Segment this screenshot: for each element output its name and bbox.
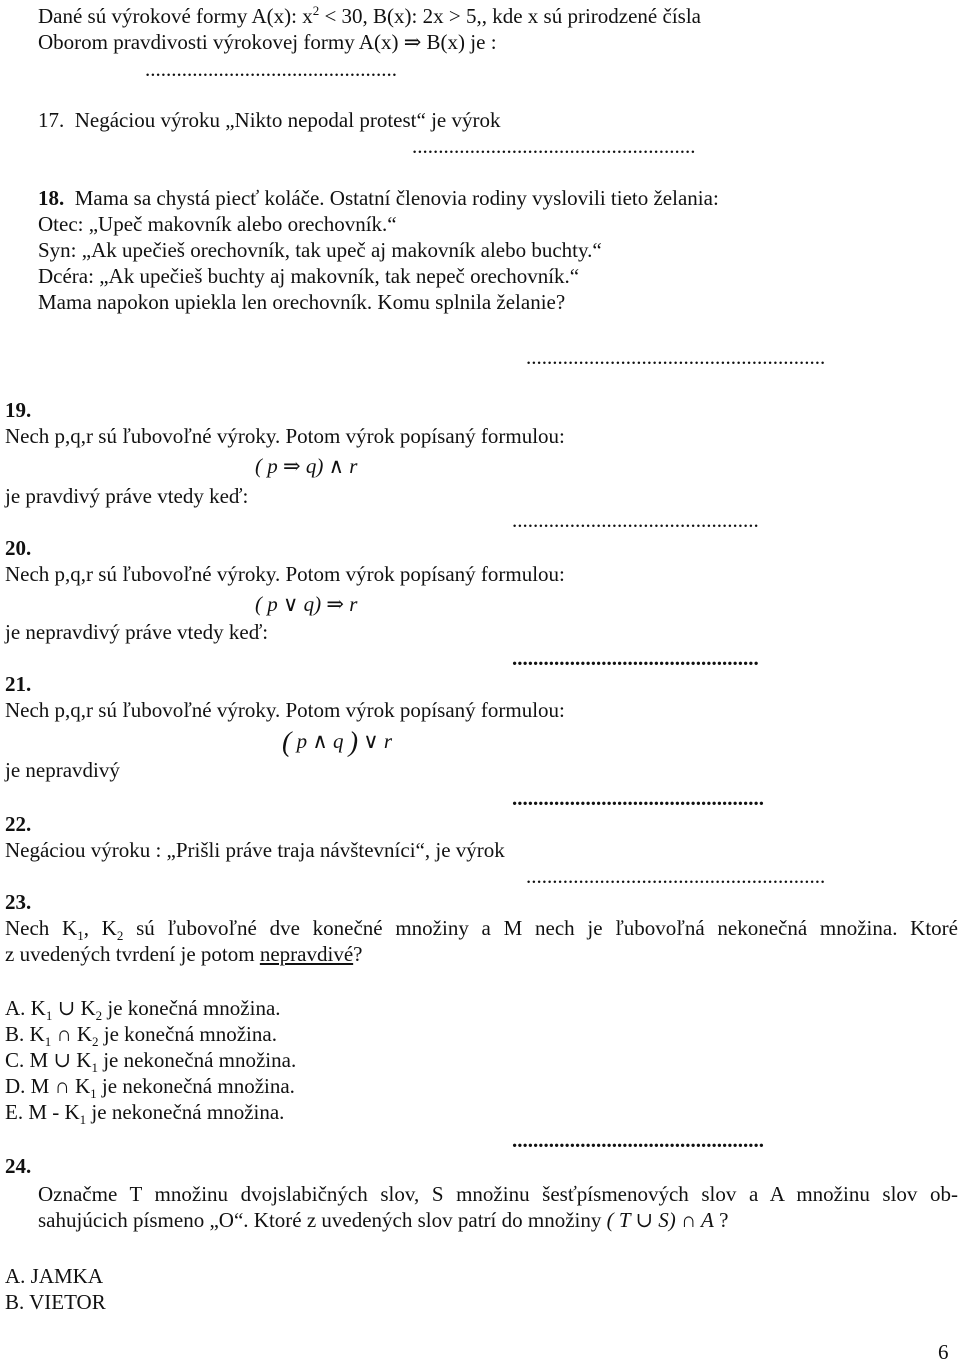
question-20-number: 20. [5, 536, 32, 560]
page-number: 6 [938, 1340, 949, 1364]
answer-dots: ............................................... [512, 646, 759, 670]
question-22-text: Negáciou výroku : „Prišli práve traja návštevníci“, je výrok [5, 838, 505, 862]
question-23-line-1: Nech $K_1$, $K_2$ sú ľubovoľné dve konečné množiny a M nech je ľubovoľná nekonečná množina. Ktoré [5, 916, 958, 944]
option-e: E. M - $K_1$ je nekonečná množina. [5, 1100, 285, 1128]
question-20-text: Nech p,q,r sú ľubovoľné výroky. Potom výrok popísaný formulou: [5, 562, 565, 586]
question-18: 18. Mama sa chystá piecť koláče. Ostatní členovia rodiny vyslovili tieto želania: [38, 186, 719, 210]
question-19-after: je pravdivý práve vtedy keď: [5, 484, 249, 508]
question-22-number: 22. [5, 812, 32, 836]
question-21-number: 21. [5, 672, 32, 696]
question-19-text: Nech p,q,r sú ľubovoľné výroky. Potom výrok popísaný formulou: [5, 424, 565, 448]
question-20-after: je nepravdivý práve vtedy keď: [5, 620, 269, 644]
question-21-formula: ( p ∧ q ) ∨ r [282, 727, 393, 758]
question-24-number: 24. [5, 1154, 32, 1178]
question-19-formula: ( p ⇒ q) ∧ r [255, 454, 358, 478]
question-21-text: Nech p,q,r sú ľubovoľné výroky. Potom výrok popísaný formulou: [5, 698, 565, 722]
question-18-line-3: Syn: „Ak upečieš orechovník, tak upeč aj makovník alebo buchty.“ [38, 238, 602, 262]
question-23-number: 23. [5, 890, 32, 914]
question-20-formula: ( p ∨ q) ⇒ r [255, 592, 358, 616]
option-b: B. VIETOR [5, 1290, 106, 1314]
intro-line-1: Dané sú výrokové formy A(x): $x^2 < 30$, B(x): 2x > 5,, kde x sú prirodzené čísla [38, 3, 701, 28]
answer-dots: ...................................................... [412, 134, 696, 158]
answer-dots: ......................................................... [526, 345, 826, 369]
answer-dots: ................................................ [145, 57, 397, 81]
question-18-line-2: Otec: „Upeč makovník alebo orechovník.“ [38, 212, 397, 236]
question-19-number: 19. [5, 398, 32, 422]
answer-dots: ................................................ [512, 1128, 764, 1152]
question-24-line-1: Označme T množinu dvojslabičných slov, S množinu šesťpísmenových slov a A množinu slov ob- [38, 1182, 958, 1206]
option-a: A. JAMKA [5, 1264, 104, 1288]
answer-dots: ............................................... [512, 508, 759, 532]
question-18-line-5: Mama napokon upiekla len orechovník. Komu splnila želanie? [38, 290, 566, 314]
question-17: 17. Negáciou výroku „Nikto nepodal protest“ je výrok [38, 108, 501, 132]
question-21-after: je nepravdivý [5, 758, 120, 782]
question-18-line-4: Dcéra: „Ak upečieš buchty aj makovník, tak nepeč orechovník.“ [38, 264, 580, 288]
question-23-line-2: z uvedených tvrdení je potom nepravdivé? [5, 942, 363, 966]
option-c: C. M ∪ $K_1$ je nekonečná množina. [5, 1048, 297, 1076]
question-24-line-2: sahujúcich písmeno „O“. Ktoré z uvedených slov patrí do množiny ( T ∪ S) ∩ A ? [38, 1208, 729, 1232]
option-a: A. $K_1$ ∪ $K_2$ je konečná množina. [5, 996, 281, 1024]
intro-line-2: Oborom pravdivosti výrokovej formy A(x) ⇒ B(x) je : [38, 30, 497, 54]
option-b: B. $K_1$ ∩ $K_2$ je konečná množina. [5, 1022, 277, 1050]
answer-dots: ................................................ [512, 786, 764, 810]
option-d: D. M ∩ $K_1$ je nekonečná množina. [5, 1074, 295, 1102]
answer-dots: ......................................................... [526, 864, 826, 888]
